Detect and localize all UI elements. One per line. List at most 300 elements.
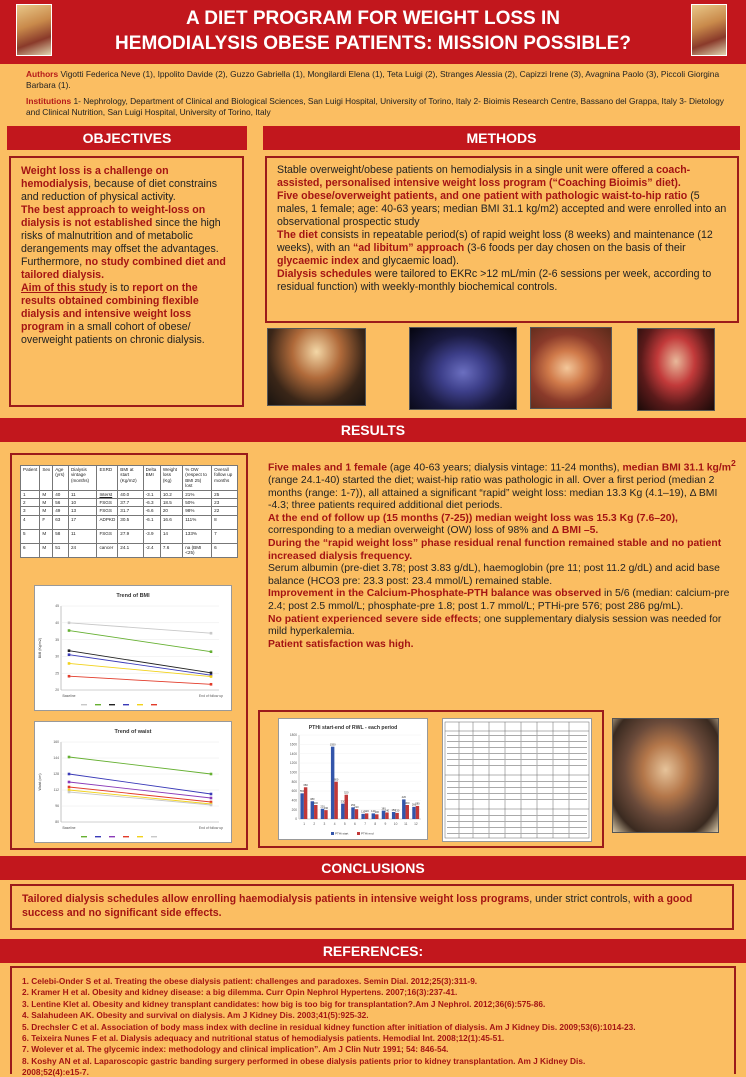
results-r7: Δ BMI –5. [551, 525, 599, 537]
series-line [69, 790, 211, 804]
bar [341, 804, 344, 819]
table-cell: 20 [160, 507, 182, 515]
table-cell: -6.6 [143, 507, 160, 515]
table-cell: 133% [183, 529, 212, 543]
poster-header [0, 0, 746, 64]
results-r14: Patient satisfaction was high. [268, 638, 414, 650]
data-point [210, 672, 213, 675]
data-point [68, 786, 71, 789]
bar-data-label: 220 [320, 805, 325, 809]
table-cell: 25 [212, 490, 238, 498]
bar [412, 807, 415, 819]
reference-item: 2. Kramer H et al. Obesity and kidney disease: a big dilemma. Curr Opin Nephrol Hypertens. 2007;16(3):237-41. [22, 987, 458, 998]
methods-m8: (3-6 foods per day chosen on the basis of their [464, 242, 686, 254]
table-cell: 17 [68, 515, 97, 529]
table-cell: na (BMI <25) [183, 543, 212, 557]
data-point [68, 781, 71, 784]
poster-title [70, 6, 676, 56]
x-tick-label: 10 [393, 822, 398, 826]
methods-m10: and glycaemic load). [358, 255, 459, 267]
table-cell: -6.1 [143, 515, 160, 529]
legend-swatch [331, 832, 334, 835]
table-cell: 11 [68, 490, 97, 498]
conclusions-c3: with a good success and no significant side effects. [22, 893, 693, 919]
y-tick-label: 128 [53, 772, 59, 777]
bar [321, 809, 324, 819]
legend-label: PTHi start [335, 831, 349, 836]
legend-label: PTHi end [361, 831, 374, 836]
y-tick-label: 112 [53, 788, 59, 793]
results-r6: corresponding to a median overweight (OW) loss of 98% and [268, 525, 552, 537]
table-cell: 7.6 [160, 543, 182, 557]
results-r8: During the “rapid weight loss” phase residual renal function remained stable and no patient increased dialysis frequency. [268, 538, 722, 562]
y-tick-label: 96 [55, 804, 59, 809]
results-r12: No patient experienced severe side effects [268, 613, 479, 625]
table-cell: cancer [97, 543, 118, 557]
data-point [68, 649, 71, 652]
th-age: Age (yrs) [53, 466, 69, 491]
table-cell: 8 [212, 515, 238, 529]
table-cell: 4 [21, 515, 40, 529]
x-tick-label: End of follow up [198, 826, 224, 830]
table-cell: 18.5 [160, 499, 182, 507]
y-tick-label: 144 [53, 756, 59, 761]
table-cell: ADPKD [97, 515, 118, 529]
bar [416, 806, 419, 819]
bar [361, 814, 364, 819]
table-row [21, 499, 238, 507]
y-tick-label: 20 [55, 688, 59, 693]
patient-table [20, 465, 238, 558]
legend-swatch [123, 836, 129, 837]
table-cell: M [40, 490, 53, 498]
data-point [210, 632, 213, 635]
bar-data-label: 210 [354, 806, 359, 809]
results-text-box [262, 453, 744, 702]
table-cell: 1 [21, 490, 40, 498]
data-point [68, 675, 71, 678]
bar-data-label: 100 [374, 811, 379, 815]
x-tick-label: 7 [364, 822, 366, 826]
chart-title: Trend of waist [114, 729, 152, 735]
x-tick-label: End of follow up [198, 694, 224, 698]
y-tick-label: 1600 [289, 742, 297, 747]
reference-item: 7. Wolever et al. The glycemic index: methodology and clinical implication”. Am J Clin Nutr 1991; 54: 846-54. [22, 1044, 449, 1055]
legend-swatch [109, 704, 115, 705]
x-tick-label: Baseline [62, 694, 76, 698]
data-point [68, 773, 71, 776]
bmi-chart-svg [35, 586, 231, 710]
y-tick-label: 80 [55, 820, 59, 825]
objectives-s10: in a small cohort of obese/ overweight patients on chronic dialysis. [21, 321, 205, 346]
table-cell: 22 [212, 507, 238, 515]
x-tick-label: 4 [333, 822, 336, 826]
objectives-heading: OBJECTIVES [7, 126, 247, 150]
objectives-s5: Furthermore, [21, 256, 86, 268]
bar [300, 793, 303, 819]
methods-m7: “ad libitum” approach [352, 242, 465, 254]
objectives-box [9, 156, 244, 407]
bar-data-label: 280 [415, 802, 420, 806]
y-tick-label: 800 [291, 779, 297, 784]
table-cell: M [40, 499, 53, 507]
table-row [21, 529, 238, 543]
y-tick-label: 1000 [289, 770, 297, 775]
results-r3: median BMI 31.1 kg/m [622, 462, 731, 474]
series-line [69, 623, 211, 633]
results-r3-sup: 2 [731, 458, 736, 468]
x-tick-label: Baseline [62, 826, 76, 830]
objectives-s2: , because of diet constrains and reduction of physical activity. [21, 178, 218, 203]
table-row [21, 507, 238, 515]
bar [392, 812, 395, 819]
table-cell: 14 [160, 529, 182, 543]
references-box [10, 966, 736, 1077]
data-point [210, 804, 213, 807]
objectives-s6: no study combined diet and tailored dialysis. [21, 256, 226, 281]
references-list [22, 976, 724, 1077]
methods-heading: METHODS [263, 126, 740, 150]
legend-swatch [151, 704, 157, 705]
botero-painting-dancers [267, 328, 366, 406]
conclusions-c2: , under strict controls, [529, 893, 634, 905]
objectives-s8: is to [106, 282, 133, 294]
title-line-2: HEMODIALYSIS OBESE PATIENTS: MISSION POSSIBLE? [115, 33, 631, 54]
bar [355, 809, 358, 819]
bar [365, 813, 368, 819]
results-r9: Serum albumin (pre-diet 3.78; post 3.83 g/dL), haemoglobin (pre 11; post 11.2 g/dL) and acid base balance (HCO3 pre: 23.3 post: 23.4 mmol/L) remained stable. [268, 563, 720, 587]
bar [351, 807, 354, 819]
methods-m9: glycaemic index [277, 255, 359, 267]
objectives-s1: Weight loss is a challenge on hemodialysis [21, 165, 169, 190]
th-esrd: ESRD [97, 466, 118, 491]
table-cell: -6.3 [143, 499, 160, 507]
methods-m6: consists in repeatable period(s) of rapid weight loss (8 weeks) and maintenance (12 weeks), with an [277, 229, 713, 254]
waist-trend-chart [34, 721, 232, 843]
data-point [210, 773, 213, 776]
x-tick-label: 3 [323, 822, 326, 826]
table-cell: 98% [183, 507, 212, 515]
table-row [21, 515, 238, 529]
bar-data-label: 300 [405, 801, 410, 805]
table-cell: 6 [212, 543, 238, 557]
table-row [21, 543, 238, 557]
series-line [69, 651, 211, 673]
y-tick-label: 30 [55, 654, 59, 659]
x-tick-label: 5 [343, 822, 346, 826]
objectives-s4: since the high risks of malnutrition and of metabolic derangements may offset the advantages. [21, 217, 221, 255]
y-tick-label: 45 [55, 604, 59, 609]
reference-item: 3. Lentine Klet al. Obesity and kidney transplant candidates: how big is too big for transplantation?.Am J Nephrol. 2012;36(6):575-86. [22, 998, 546, 1009]
table-cell: 10 [68, 499, 97, 507]
table-cell: 24.1 [118, 543, 143, 557]
data-point [210, 797, 213, 800]
x-tick-label: 11 [404, 822, 408, 826]
bmi-trend-chart [34, 585, 232, 711]
botero-painting-dance-couple [637, 328, 715, 411]
series-line [69, 655, 211, 675]
x-tick-label: 1 [303, 822, 305, 826]
y-tick-label: 35 [55, 637, 59, 642]
bar-data-label: 330 [340, 800, 345, 804]
pth-box [258, 710, 604, 848]
bar-data-label: 1550 [329, 743, 336, 747]
bar-data-label: 130 [394, 809, 400, 813]
series-line [69, 631, 211, 652]
data-point [68, 653, 71, 656]
x-tick-label: 6 [354, 822, 356, 826]
table-cell: Interst [97, 490, 118, 498]
th-patient: Patient [21, 466, 40, 491]
results-r1: Five males and 1 female [268, 462, 387, 474]
bar-data-label: 120 [371, 810, 376, 814]
bar-data-label: 150 [391, 808, 396, 812]
y-tick-label: 400 [291, 798, 297, 803]
th-vintage: Dialysis vintage (months) [68, 466, 97, 491]
legend-swatch [95, 836, 101, 837]
pth-bar-chart [278, 718, 428, 840]
legend-swatch [123, 704, 129, 705]
data-point [210, 683, 213, 686]
data-point [68, 791, 71, 794]
reference-item: 2008;52(4):e15-7. [22, 1067, 89, 1077]
bar [345, 795, 348, 819]
objectives-s3: The best approach to weight-loss on dialysis is not established [21, 204, 206, 229]
legend-swatch [81, 836, 87, 837]
table-cell: 21% [183, 490, 212, 498]
table-cell: 3 [21, 507, 40, 515]
th-ow-lost: % OW (respect to BMI 25) lost [183, 466, 212, 491]
table-cell: 40 [53, 490, 69, 498]
results-r13: ; one supplementary dialysis session was needed for mild hyperkalemia. [268, 613, 722, 638]
x-tick-label: 2 [313, 822, 316, 826]
methods-m1: Stable overweight/obese patients on hemodialysis in a single unit were offered a [277, 164, 657, 176]
y-tick-label: 200 [291, 807, 297, 812]
botero-painting-women [530, 327, 612, 409]
objectives-text [21, 165, 232, 347]
conclusions-box [10, 884, 734, 930]
authors-text: Vigotti Federica Neve (1), Ippolito Davide (2), Guzzo Gabriella (1), Mongilardi Elena (1), Teta Luigi (2), Stranges Alessia (2), Capizzi Irene (3), Avagnina Paolo (3), Piccoli Giorgina Barbara (1). [26, 69, 720, 90]
y-axis-label: BMI (Kg/m2) [38, 637, 42, 659]
y-tick-label: 600 [291, 789, 297, 794]
bar-data-label: 180 [381, 807, 386, 811]
chart-title: Trend of BMI [116, 593, 150, 599]
methods-m2: coach-assisted, personalised intensive weight loss program (“Coaching Bioimis” diet). [277, 164, 691, 189]
y-tick-label: 25 [55, 671, 59, 676]
bar-data-label: 680 [303, 784, 308, 788]
bar-data-label: 420 [401, 796, 406, 800]
table-cell: 50% [183, 499, 212, 507]
bar-data-label: 260 [411, 803, 417, 807]
table-cell: 16.6 [160, 515, 182, 529]
pth-chart-svg [279, 719, 427, 839]
bar-data-label: 550 [299, 790, 305, 794]
y-tick-label: 160 [53, 740, 59, 745]
table-cell: M [40, 543, 53, 557]
bar-data-label: 520 [344, 791, 349, 795]
bar [304, 787, 307, 819]
botero-painting-left [16, 4, 52, 56]
botero-painting-family [612, 718, 719, 833]
patient-table-box [10, 453, 248, 850]
table-header-row [21, 466, 238, 491]
bar [334, 782, 337, 819]
series-line [69, 676, 211, 684]
reference-item: 5. Drechsler C et al. Association of body mass index with decline in residual kidney function after initiation of dialysis. Am J Kidney Dis. 2009;53(6):1014-23. [22, 1021, 636, 1032]
legend-swatch [137, 836, 143, 837]
objectives-s9: report on the results obtained combining flexible dialysis and intensive weight loss program [21, 282, 199, 333]
x-tick-label: 9 [384, 822, 387, 826]
data-point [68, 662, 71, 665]
bar [406, 805, 409, 819]
objectives-s7: Aim of this study [21, 282, 107, 294]
lab-values-table [442, 718, 592, 842]
table-cell: -3.9 [143, 529, 160, 543]
chart-title: PTHi start-end of RWL - each period [308, 725, 398, 731]
bar [375, 814, 378, 819]
table-cell: 31.7 [118, 507, 143, 515]
data-point [210, 650, 213, 653]
methods-m3: Five obese/overweight patients, and one patient with pathologic waist-to-hip ratio [277, 190, 688, 202]
table-cell: -3.1 [143, 490, 160, 498]
table-row [21, 490, 238, 498]
legend-swatch [151, 836, 157, 837]
institutions-label: Institutions [26, 96, 72, 106]
legend-swatch [357, 832, 360, 835]
results-heading: RESULTS [0, 418, 746, 442]
bar [331, 747, 334, 819]
table-cell: 6 [21, 543, 40, 557]
table-cell: 10.2 [160, 490, 182, 498]
table-cell: FSGS [97, 507, 118, 515]
table-cell: 7 [212, 529, 238, 543]
lab-values-table-svg [443, 719, 591, 841]
data-point [68, 622, 71, 625]
waist-chart-svg [35, 722, 231, 842]
y-tick-label: 0 [295, 817, 297, 822]
conclusions-c1: Tailored dialysis schedules allow enrolling haemodialysis patients in intensive weight loss programs [22, 893, 530, 905]
table-cell: M [40, 529, 53, 543]
botero-painting-seated-woman [409, 327, 517, 410]
bar-data-label: 300 [313, 801, 318, 805]
bar-data-label: 110 [361, 810, 366, 814]
y-tick-label: 1400 [289, 751, 297, 756]
series-line [69, 787, 211, 802]
results-r10: Improvement in the Calcium-Phosphate-PTH balance was observed [268, 588, 602, 600]
reference-item: 4. Salahudeen AK. Obesity and survival on dialysis. Am J Kidney Dis. 2003;41(5):925-32. [22, 1010, 369, 1021]
data-point [210, 675, 213, 678]
series-line [69, 757, 211, 774]
reference-item: 8. Koshy AN et al. Laparoscopic gastric banding surgery performed in obese dialysis patients prior to kidney transplantation. Am J Kidney Dis. [22, 1055, 586, 1066]
table-cell: 37.7 [118, 499, 143, 507]
methods-m5: The diet [277, 229, 318, 241]
conclusions-text [22, 892, 722, 920]
institutions-text: 1- Nephrology, Department of Clinical and Biological Sciences, San Luigi Hospital, University of Torino, Italy 2- Bioimis Research Centre, Bassano del Grappa, Italy 3- Dietology and Clinical Nutrition, San Luigi Hospital, University of Torino, Italy [26, 96, 724, 117]
data-point [68, 629, 71, 632]
bar-data-label: 380 [310, 798, 315, 802]
institutions [26, 96, 731, 118]
table-cell: 63 [53, 515, 69, 529]
th-weight-loss: Weight loss (Kg) [160, 466, 182, 491]
table-cell: 58 [53, 529, 69, 543]
table-cell: 49 [53, 507, 69, 515]
results-text [268, 457, 738, 651]
results-r2: (age 40-63 years; dialysis vintage: 11-24 months), [386, 462, 623, 474]
table-cell: 24 [68, 543, 97, 557]
y-tick-label: 40 [55, 621, 59, 625]
table-cell: 27.9 [118, 529, 143, 543]
results-r5: At the end of follow up (15 months (7-25)) median weight loss was 15.3 Kg (7.6–20), [268, 512, 678, 524]
methods-box [265, 156, 739, 323]
x-tick-label: 12 [414, 822, 418, 826]
series-line [69, 792, 211, 805]
y-tick-label: 1200 [289, 761, 297, 766]
conclusions-heading: CONCLUSIONS [0, 856, 746, 880]
methods-m4: (5 males, 1 female; age: 40-63 years; median BMI 31.1 kg/m2) accepted and were enrolled into an observational prospectic study [277, 190, 727, 228]
bar-data-label: 190 [323, 806, 329, 810]
th-delta-bmi: Delta BMI [143, 466, 160, 491]
methods-m12: were tailored to EKRc >12 mL/min (2-6 sessions per week, according to residual function) with weekly-monthly biochemical controls. [277, 268, 712, 293]
y-axis-label: Waist (cm) [38, 773, 42, 791]
table-cell: 111% [183, 515, 212, 529]
references-heading: REFERENCES: [0, 939, 746, 963]
reference-item: 1. Celebi-Onder S et al. Treating the obese dialysis patient: challenges and paradoxes. Semin Dial. 2012;25(3):311-9. [22, 976, 478, 986]
table-cell: 40.0 [118, 490, 143, 498]
table-cell: 51 [53, 543, 69, 557]
table-cell: 56 [53, 499, 69, 507]
results-r4: (range 24.1-40) started the diet; waist-hip ratio was pathologic in all. Over a first period (median 2 months (range: 1-7)), all attained a significant “rapid” weight loss: median 13.3 Kg (4.1–19), Δ BMI -4.3; three patients required additional diet periods. [268, 475, 718, 512]
table-cell: 5 [21, 529, 40, 543]
legend-swatch [81, 704, 87, 705]
authors-label: Authors [26, 69, 59, 79]
x-tick-label: 8 [374, 822, 377, 826]
bar [314, 805, 317, 819]
bar-data-label: 120 [364, 810, 369, 814]
y-tick-label: 1800 [289, 733, 297, 738]
th-bmi: BMI at start (Kg/m2) [118, 466, 143, 491]
table-cell: 23 [212, 499, 238, 507]
table-cell: M [40, 507, 53, 515]
table-cell: -2.4 [143, 543, 160, 557]
results-r11: in 5/6 (median: calcium-pre 2.4; post 2.5 mmol/L; phosphate-pre 1.8; post 1.7 mmol/L; PTHi-pre 576; post 286 pg/mL). [268, 588, 730, 612]
table-cell: 30.5 [118, 515, 143, 529]
title-line-1: A DIET PROGRAM FOR WEIGHT LOSS IN [185, 8, 561, 29]
table-cell: F [40, 515, 53, 529]
th-follow-up: Overall follow up months [212, 466, 238, 491]
bar [385, 812, 388, 819]
legend-swatch [109, 836, 115, 837]
bar [372, 813, 375, 819]
legend-swatch [137, 704, 143, 705]
data-point [68, 756, 71, 759]
data-point [210, 793, 213, 796]
methods-m11: Dialysis schedules [277, 268, 372, 280]
table-cell: FSGS [97, 529, 118, 543]
bar-data-label: 250 [350, 804, 356, 808]
bar [324, 810, 327, 819]
bar [395, 813, 398, 819]
methods-text [277, 164, 727, 294]
table-cell: 13 [68, 507, 97, 515]
table-cell: FSGS [97, 499, 118, 507]
authors [26, 69, 726, 91]
botero-painting-right [691, 4, 727, 56]
bar-data-label: 140 [384, 809, 390, 813]
bar-data-label: 800 [333, 778, 339, 782]
table-cell: 11 [68, 529, 97, 543]
table-cell: 2 [21, 499, 40, 507]
legend-swatch [95, 704, 101, 705]
